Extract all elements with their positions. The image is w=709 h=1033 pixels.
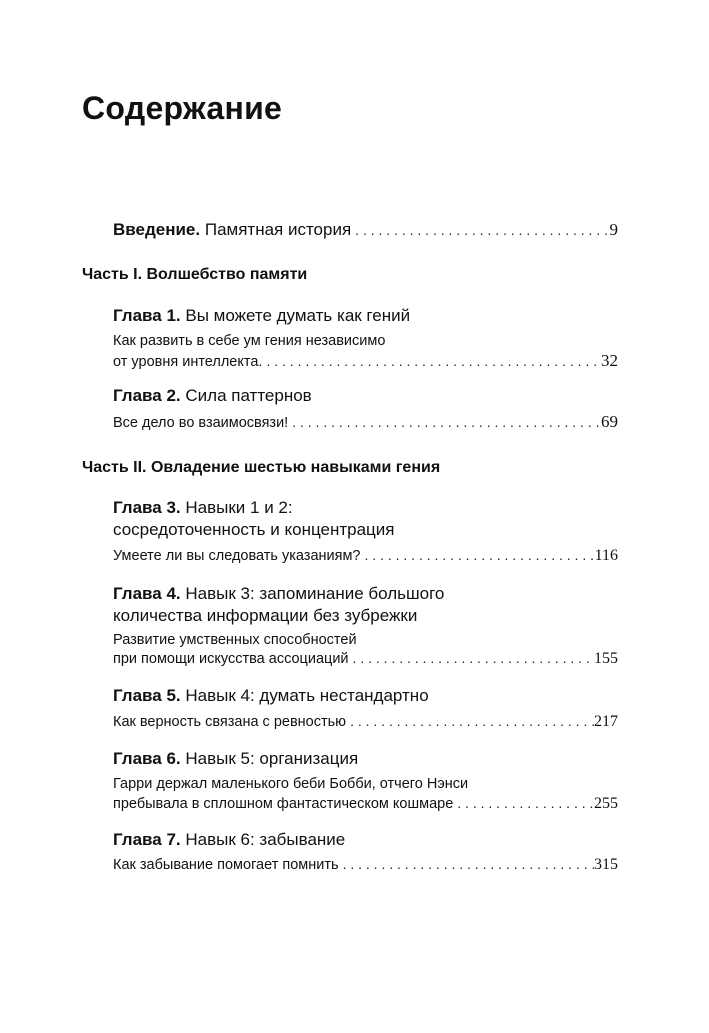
chapter-subtitle: Умеете ли вы следовать указаниям? — [113, 548, 361, 564]
page-number: 116 — [594, 547, 618, 564]
chapter-label: Глава 4. — [113, 584, 181, 603]
chapter-label: Глава 6. — [113, 749, 181, 768]
leader-dots — [346, 713, 594, 729]
chapter-title-continued: сосредоточенность и концентрация — [113, 520, 395, 539]
chapter-title: Навык 3: запоминание большого — [185, 584, 445, 603]
toc-entry-chapter-1[interactable] — [113, 351, 618, 371]
chapter-label: Глава 2. — [113, 386, 181, 405]
chapter-subtitle: пребывала в сплошном фантастическом кошмаре — [113, 796, 454, 812]
chapter-title: Вы можете думать как гений — [185, 306, 411, 325]
chapter-subtitle: Все дело во взаимосвязи! — [113, 415, 289, 431]
page-number: 32 — [601, 351, 618, 370]
toc-entry-intro[interactable] — [113, 220, 618, 240]
chapter-heading — [113, 306, 410, 326]
part-heading: Часть II. Овладение шестью навыками гения — [82, 459, 441, 476]
chapter-subtitle: Развитие умственных способностей — [113, 632, 357, 648]
chapter-subtitle: от уровня интеллекта. — [113, 354, 263, 370]
chapter-title: Навык 6: забывание — [185, 830, 346, 849]
leader-dots — [351, 222, 609, 238]
chapter-title: Навык 4: думать нестандартно — [185, 686, 429, 705]
chapter-label: Глава 7. — [113, 830, 181, 849]
page-number: 255 — [594, 795, 618, 812]
chapter-title: Навыки 1 и 2: — [185, 498, 293, 517]
chapter-heading — [113, 386, 312, 406]
intro-label: Введение. — [113, 220, 201, 239]
page-number: 217 — [594, 713, 618, 730]
chapter-title: Сила паттернов — [185, 386, 312, 405]
intro-title: Памятная история — [204, 220, 352, 239]
toc-entry-chapter-3[interactable] — [113, 547, 618, 565]
leader-dots — [262, 353, 601, 369]
chapter-heading — [113, 830, 345, 850]
chapter-heading — [113, 686, 429, 706]
chapter-subtitle: Как верность связана с ревностью — [113, 714, 347, 730]
leader-dots — [339, 856, 594, 872]
chapter-heading — [113, 584, 444, 604]
chapter-label: Глава 5. — [113, 686, 181, 705]
chapter-title-continued: количества информации без зубрежки — [113, 606, 418, 625]
chapter-title: Навык 5: организация — [185, 749, 359, 768]
page-title: Содержание — [82, 90, 283, 126]
chapter-subtitle: при помощи искусства ассоциаций — [113, 651, 349, 667]
chapter-label: Глава 3. — [113, 498, 181, 517]
page-number: 69 — [601, 412, 618, 431]
chapter-subtitle: Как развить в себе ум гения независимо — [113, 333, 386, 349]
toc-entry-chapter-2[interactable] — [113, 412, 618, 432]
page-number: 155 — [594, 650, 618, 667]
leader-dots — [361, 547, 595, 563]
leader-dots — [288, 414, 601, 430]
chapter-heading — [113, 498, 293, 518]
toc-entry-chapter-6[interactable] — [113, 795, 618, 813]
chapter-subtitle: Гарри держал маленького беби Бобби, отчего Нэнси — [113, 776, 469, 792]
page-number: 315 — [594, 856, 618, 873]
chapter-subtitle: Как забывание помогает помнить — [113, 857, 339, 873]
leader-dots — [349, 650, 594, 666]
leader-dots — [453, 795, 594, 811]
part-heading: Часть I. Волшебство памяти — [82, 266, 308, 283]
chapter-heading — [113, 749, 358, 769]
toc-entry-chapter-7[interactable] — [113, 856, 618, 874]
toc-entry-chapter-5[interactable] — [113, 713, 618, 731]
page-number: 9 — [609, 220, 618, 239]
toc-entry-chapter-4[interactable] — [113, 650, 618, 668]
chapter-label: Глава 1. — [113, 306, 181, 325]
